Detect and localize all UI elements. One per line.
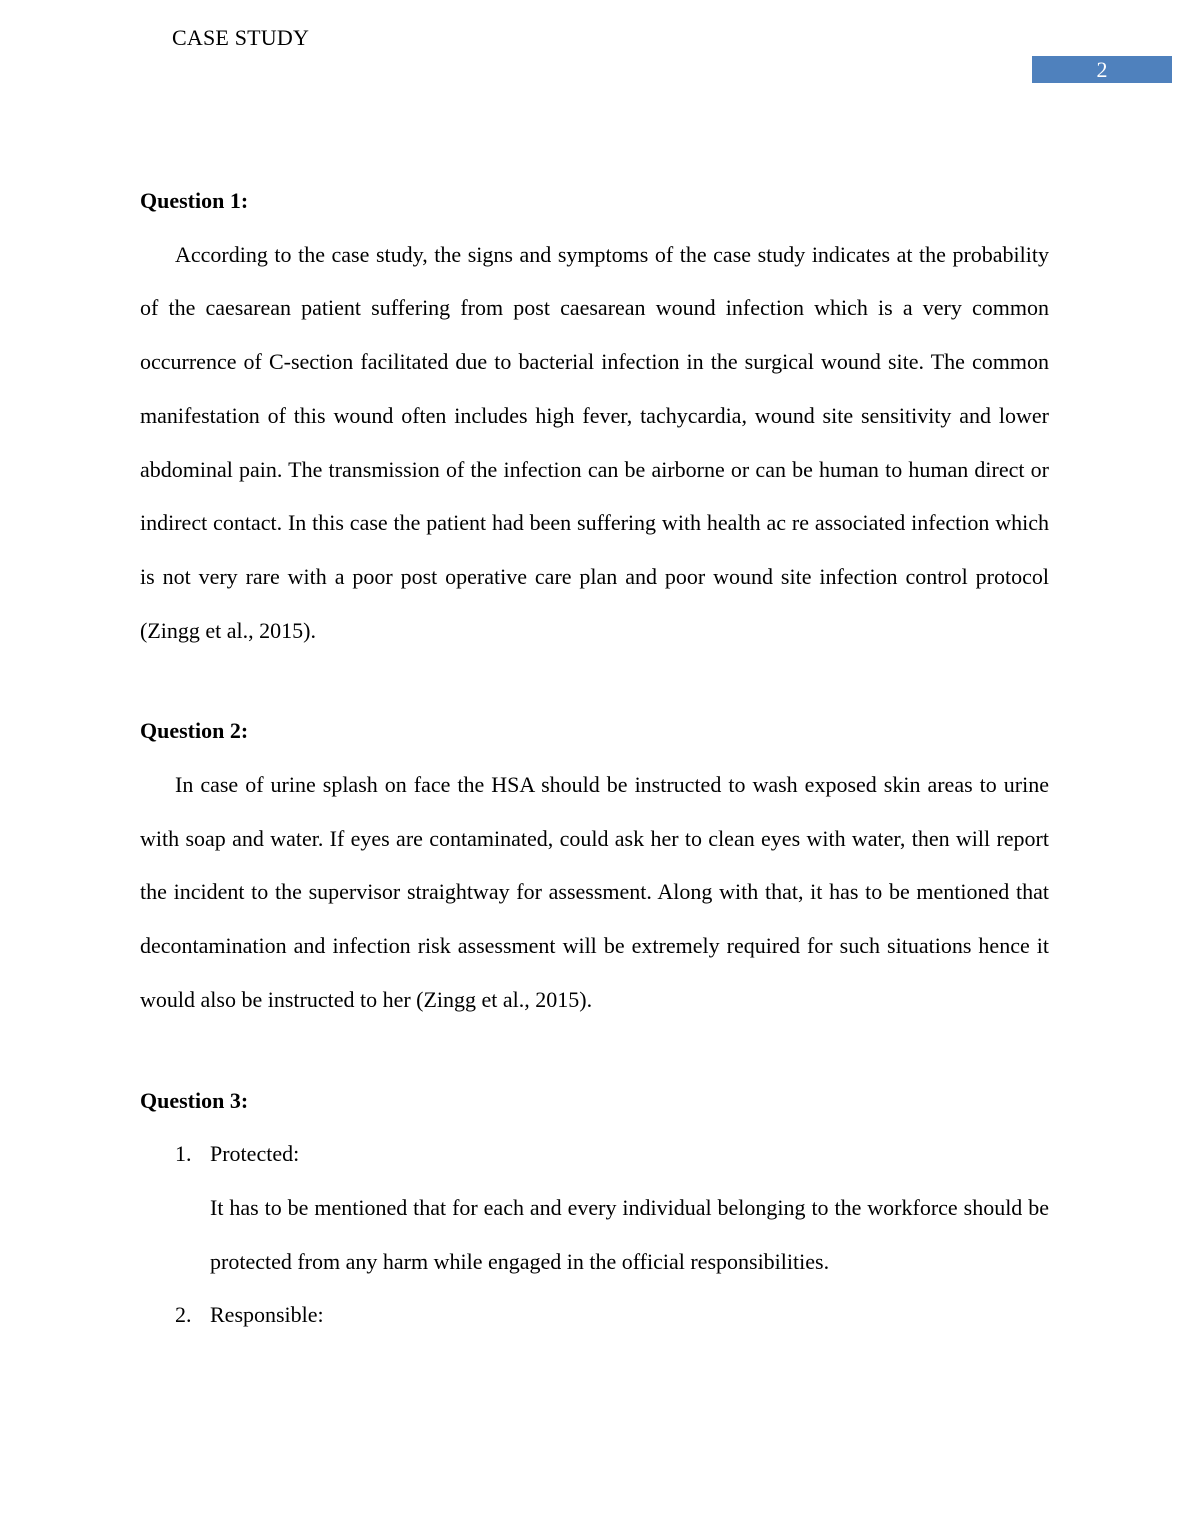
question-1-answer: According to the case study, the signs and symptoms of the case study indicates at the probability of the caesarean patient suffering from post caesarean wound infection which is a very common occurrence of C-section facilitated due to bacterial infection in the surgical wound site. The common manifestation of this wound often includes high fever, tachycardia, wound site sensitivity and lower abdominal pain. The transmission of the infection can be airborne or can be human to human direct or indirect contact. In this case the patient had been suffering with health ac re associated infection which is not very rare with a poor post operative care plan and poor wound site infection control protocol (Zingg et al., 2015). <box>140 241 1049 643</box>
list-item <box>140 1127 1049 1288</box>
list-item-body: It has to be mentioned that for each and every individual belonging to the workforce should be protected from any harm while engaged in the official responsibilities. <box>210 1194 1049 1274</box>
question-3-heading: Question 3: <box>140 1087 249 1113</box>
page-number: 2 <box>1096 57 1108 82</box>
question-3-section <box>140 1074 1049 1343</box>
question-2-answer: In case of urine splash on face the HSA should be instructed to wash exposed skin areas to urine with soap and water. If eyes are contaminated, could ask her to clean eyes with water, then will report the incident to the supervisor straightway for assessment. Along with that, it has to be mentioned that decontamination and infection risk assessment will be extremely required for such situations hence it would also be instructed to her (Zingg et al., 2015). <box>140 772 1049 1012</box>
section-spacer <box>140 1027 1049 1074</box>
question-1-section <box>140 174 1049 657</box>
question-1-heading: Question 1: <box>140 188 249 213</box>
question-3-list <box>140 1127 1049 1342</box>
list-item-title: Responsible: <box>210 1302 324 1328</box>
list-item-number: 1. <box>175 1141 192 1167</box>
running-head: CASE STUDY <box>172 25 310 50</box>
question-2-heading: Question 2: <box>140 718 249 744</box>
question-2-section <box>140 704 1049 1026</box>
list-item-number: 2. <box>175 1302 192 1328</box>
document-body <box>140 174 1049 1342</box>
page-number-box <box>1032 56 1172 83</box>
section-spacer <box>140 657 1049 704</box>
list-item-title: Protected: <box>210 1141 300 1167</box>
list-item <box>140 1288 1049 1342</box>
